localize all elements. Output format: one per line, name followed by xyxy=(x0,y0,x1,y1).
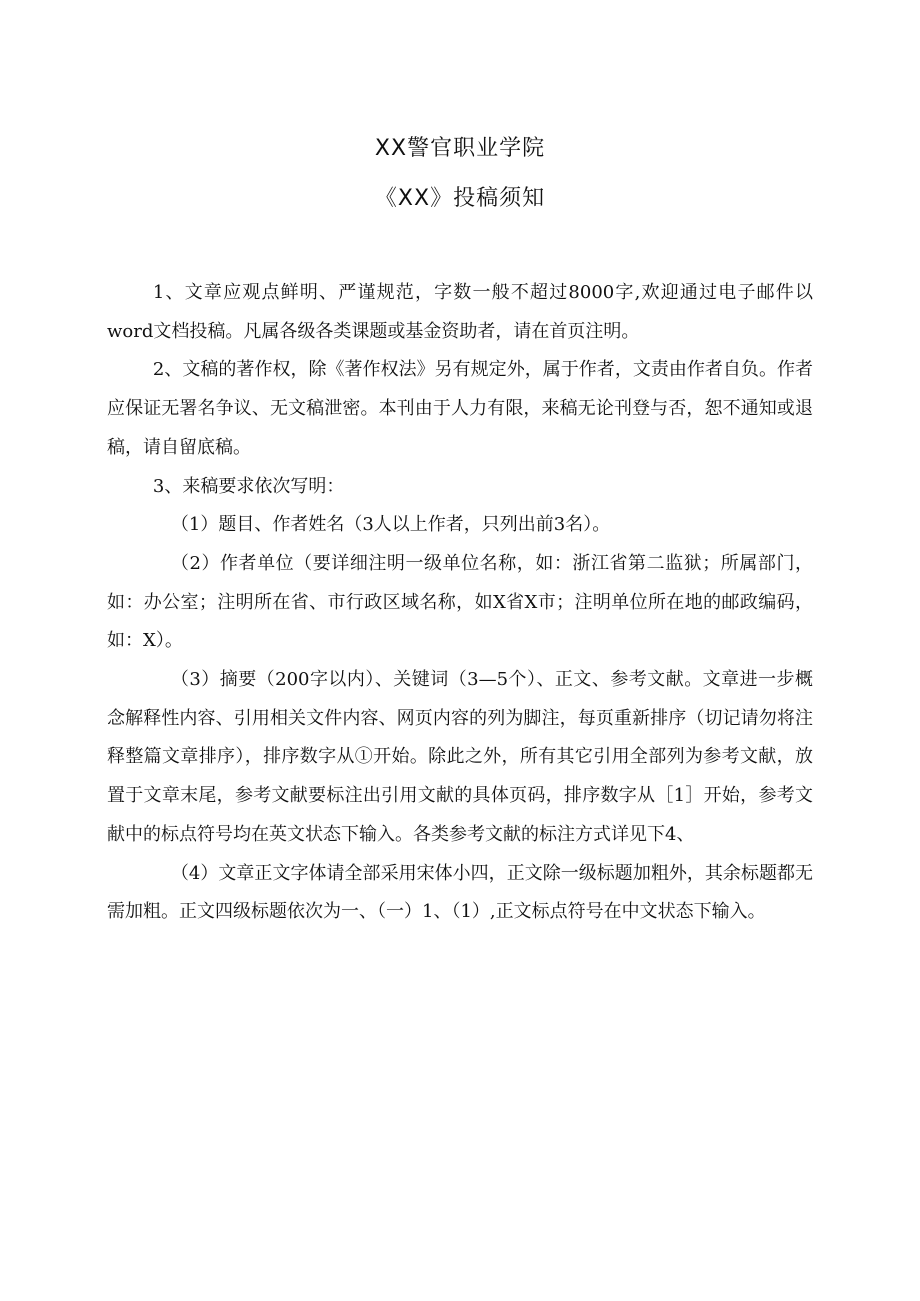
paragraph-3-1: （1）题目、作者姓名（3人以上作者，只列出前3名）。 xyxy=(170,514,611,536)
paragraph-3-2: （2）作者单位（要详细注明一级单位名称，如：浙江省第二监狱；所属部门，如：办公室；注明所在省、市行政区域名称，如X省X市；注明单位所在地的邮政编码，如：X）。 xyxy=(107,552,813,652)
notice-body xyxy=(107,274,813,932)
institution-title: XX警官职业学院 xyxy=(374,136,546,161)
paragraph-3-4: （4）文章正文字体请全部采用宋体小四，正文除一级标题加粗外，其余标题都无需加粗。正文四级标题依次为一、（一）1、（1）,正文标点符号在中文状态下输入。 xyxy=(107,862,813,923)
notice-title: 《XX》投稿须知 xyxy=(374,186,546,211)
paragraph-2: 2、文稿的著作权，除《著作权法》另有规定外，属于作者，文责由作者自负。作者应保证无署名争议、无文稿泄密。本刊由于人力有限，来稿无论刊登与否，恕不通知或退稿，请自留底稿。 xyxy=(107,359,813,458)
paragraph-1: 1、文章应观点鲜明、严谨规范，字数一般不超过8000字,欢迎通过电子邮件以word文档投稿。凡属各级各类课题或基金资助者，请在首页注明。 xyxy=(107,282,813,342)
paragraph-3-3: （3）摘要（200字以内）、关键词（3—5个）、正文、参考文献。文章进一步概念解释性内容、引用相关文件内容、网页内容的列为脚注，每页重新排序（切记请勿将注释整篇文章排序），排序数字从①开始。除此之外，所有其它引用全部列为参考文献，放置于文章末尾，参考文献要标注出引用文献的具体页码，排序数字从［1］开始，参考文献中的标点符号均在英文状态下输入。各类参考文献的标注方式详见下4、 xyxy=(107,669,813,845)
paragraph-3: 3、来稿要求依次写明： xyxy=(152,475,345,497)
